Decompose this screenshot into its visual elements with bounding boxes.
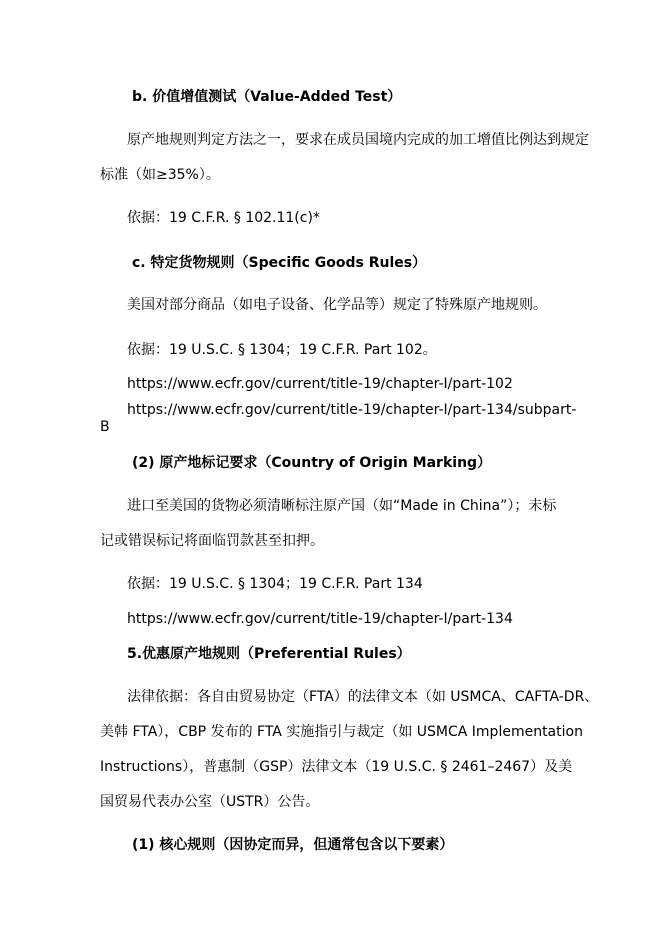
legal-basis: 依据：19 U.S.C. § 1304；19 C.F.R. Part 102。 [127, 342, 437, 358]
paragraph-line: 美韩 FTA），CBP 发布的 FTA 实施指引与裁定（如 USMCA Implementation [100, 724, 583, 740]
section-heading-origin-marking: (2) 原产地标记要求（Country of Origin Marking） [132, 455, 492, 471]
section-heading-value-added-test: b. 价值增值测试（Value-Added Test） [132, 89, 402, 105]
paragraph-line: 法律依据：各自由贸易协定（FTA）的法律文本（如 USMCA、CAFTA-DR、 [127, 689, 599, 705]
url-link[interactable]: https://www.ecfr.gov/current/title-19/chapter-I/part-102 [127, 376, 513, 392]
paragraph-line: 进口至美国的货物必须清晰标注原产国（如“Made in China”）；未标 [127, 498, 557, 514]
url-link-continuation[interactable]: B [100, 419, 110, 435]
paragraph-line: 国贸易代表办公室（USTR）公告。 [100, 794, 320, 810]
legal-basis: 依据：19 C.F.R. § 102.11(c)* [127, 210, 320, 226]
subheading-core-rules: (1) 核心规则（因协定而异，但通常包含以下要素） [132, 837, 454, 853]
paragraph-line: 美国对部分商品（如电子设备、化学品等）规定了特殊原产地规则。 [127, 297, 547, 313]
paragraph-line: 标准（如≥35%）。 [100, 167, 220, 183]
section-heading-preferential-rules: 5.优惠原产地规则（Preferential Rules） [127, 646, 411, 662]
legal-basis: 依据：19 U.S.C. § 1304；19 C.F.R. Part 134 [127, 576, 423, 592]
url-link[interactable]: https://www.ecfr.gov/current/title-19/chapter-I/part-134 [127, 611, 513, 627]
section-heading-specific-goods-rules: c. 特定货物规则（Specific Goods Rules） [132, 255, 427, 271]
paragraph-line: Instructions），普惠制（GSP）法律文本（19 U.S.C. § 2461–2467）及美 [100, 759, 573, 775]
paragraph-line: 记或错误标记将面临罚款甚至扣押。 [100, 533, 324, 549]
paragraph-line: 原产地规则判定方法之一，要求在成员国境内完成的加工增值比例达到规定 [127, 132, 589, 148]
url-link[interactable]: https://www.ecfr.gov/current/title-19/chapter-I/part-134/subpart- [127, 402, 577, 418]
